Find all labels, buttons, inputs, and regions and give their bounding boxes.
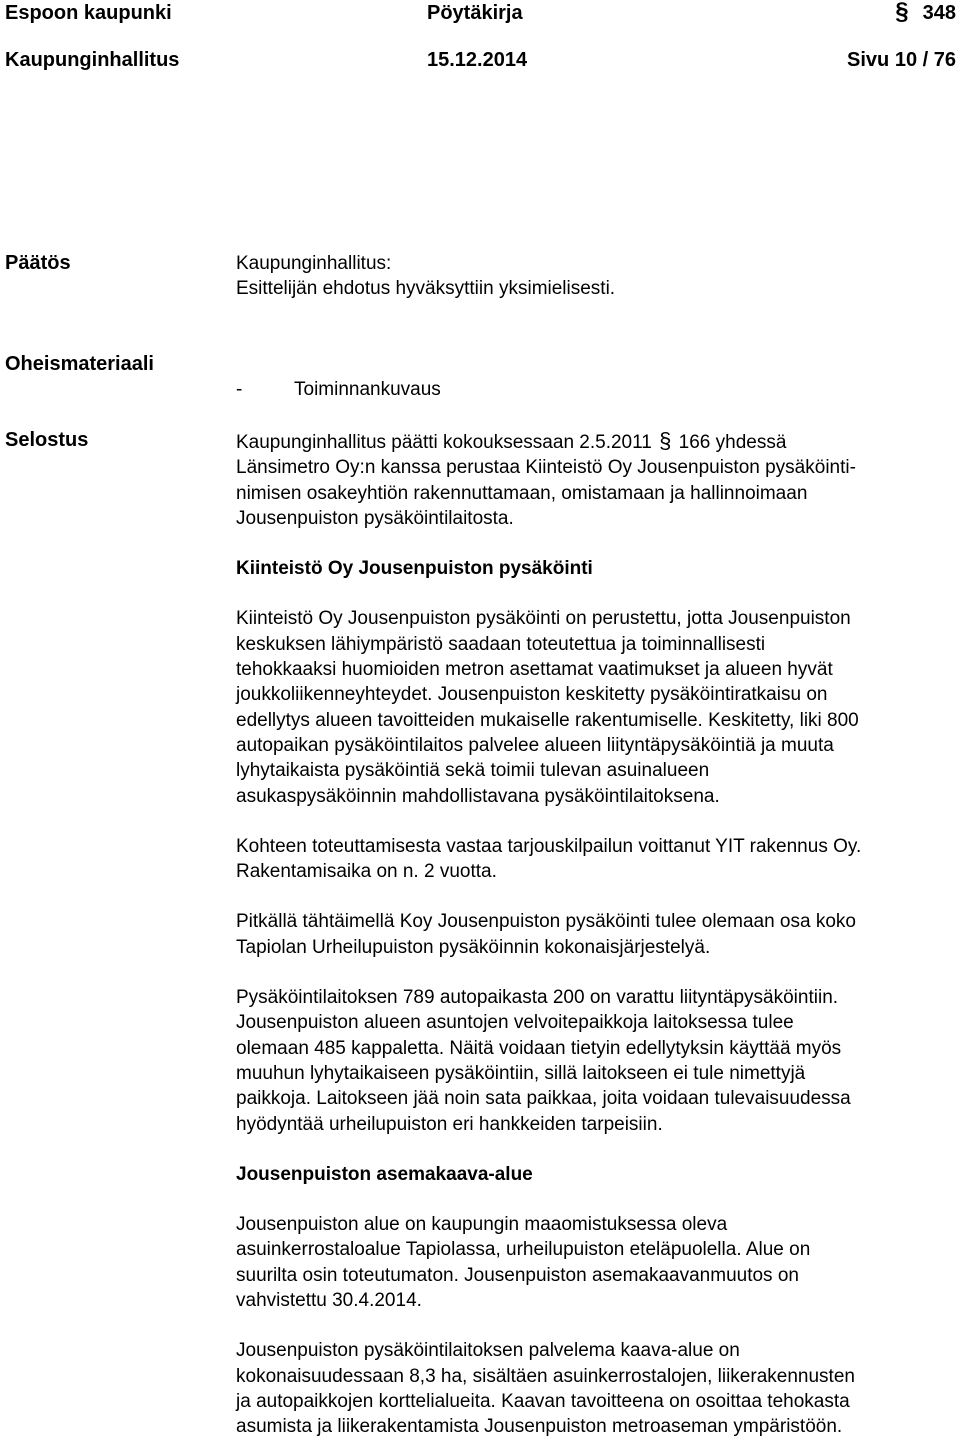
header-date: 15.12.2014 <box>427 49 528 71</box>
selostus-content <box>236 428 960 1440</box>
paragraph-line: ja autopaikkojen korttelialueita. Kaavan tavoitteena on osoittaa tehokasta <box>236 1390 850 1412</box>
intro-text: Kaupunginhallitus päätti kokouksessaan 2.5.2011 <box>236 432 652 453</box>
list-item-text: Toiminnankuvaus <box>294 379 441 400</box>
section-heading: Kiinteistö Oy Jousenpuiston pysäköinti <box>236 558 593 580</box>
paragraph-line: edellytys alueen tavoitteiden mukaiselle rakentumiselle. Keskitetty, liki 800 <box>236 709 859 731</box>
section-symbol: § <box>895 0 909 25</box>
paragraph-line: suurilta osin toteutumaton. Jousenpuiston asemakaavanmuutos on <box>236 1264 799 1286</box>
paragraph-line: asumista ja liikerakentamista Jousenpuiston metroaseman ympäristöön. <box>236 1416 843 1438</box>
paragraph-line: asukaspysäköinnin mahdollistavana pysäköintilaitoksena. <box>236 785 720 807</box>
paragraph-line: autopaikan pysäköintilaitos palvelee alueen liityntäpysäköintiä ja muuta <box>236 734 834 756</box>
header-doc-type: Pöytäkirja <box>427 2 523 24</box>
intro-line: nimisen osakeyhtiön rakennuttamaan, omistamaan ja hallinnoimaan <box>236 482 808 504</box>
intro-line: Länsimetro Oy:n kanssa perustaa Kiinteistö Oy Jousenpuiston pysäköinti- <box>236 457 856 479</box>
section-heading: Jousenpuiston asemakaava-alue <box>236 1163 533 1185</box>
paragraph-line: asuinkerrostaloalue Tapiolassa, urheilupuiston eteläpuolella. Alue on <box>236 1239 811 1261</box>
paragraph-line: olemaan 485 kappaletta. Näitä voidaan tietyin edellytyksin käyttää myös <box>236 1037 842 1059</box>
paatos-line: Kaupunginhallitus: <box>236 253 392 274</box>
paragraph <box>236 1338 960 1439</box>
paragraph-line: vahvistettu 30.4.2014. <box>236 1290 422 1312</box>
oheismateriaali-label: Oheismateriaali <box>5 353 154 375</box>
paragraph <box>236 909 960 960</box>
paragraph-line: lyhytaikaista pysäköintiä sekä toimii tulevan asuinalueen <box>236 760 710 782</box>
paragraph-line: Rakentamisaika on n. 2 vuotta. <box>236 861 497 883</box>
paragraph-line: Kohteen toteuttamisesta vastaa tarjouskilpailun voittanut YIT rakennus Oy. <box>236 835 862 857</box>
paragraph-line: Pysäköintilaitoksen 789 autopaikasta 200 on varattu liityntäpysäköintiin. <box>236 987 839 1009</box>
paatos-line: Esittelijän ehdotus hyväksyttiin yksimielisesti. <box>236 278 616 300</box>
oheismateriaali-list <box>236 377 960 402</box>
paragraph-line: paikkoja. Laitokseen jää noin sata paikkaa, joita voidaan tulevaisuudessa <box>236 1088 851 1110</box>
paragraph-line: Pitkällä tähtäimellä Koy Jousenpuiston pysäköinti tulee olemaan osa koko <box>236 911 856 933</box>
paragraph-line: tehokkaaksi huomioiden metron asettamat vaatimukset ja alueen hyvät <box>236 659 833 681</box>
paragraph <box>236 606 960 808</box>
intro-line: Jousenpuiston pysäköintilaitosta. <box>236 507 514 529</box>
selostus-label: Selostus <box>5 429 89 451</box>
paragraph-line: Jousenpuiston alueen asuntojen velvoitepaikkoja laitoksessa tulee <box>236 1012 794 1034</box>
header-body: Kaupunginhallitus <box>5 49 180 71</box>
paragraph <box>236 985 960 1137</box>
list-item <box>236 377 960 402</box>
header-section <box>895 0 956 25</box>
header-org: Espoon kaupunki <box>5 2 172 24</box>
paragraph-line: keskuksen lähiympäristö saadaan toteutettua ja toiminnallisesti <box>236 633 766 655</box>
paragraph-line: kokonaisuudessaan 8,3 ha, sisältäen asuinkerrostalojen, liikerakennusten <box>236 1365 855 1387</box>
intro-line <box>236 428 960 455</box>
intro-text: 166 yhdessä <box>678 432 787 453</box>
header-page: Sivu 10 / 76 <box>847 49 956 71</box>
section-number: 348 <box>922 2 956 24</box>
paragraph-line: Jousenpuiston alue on kaupungin maaomistuksessa oleva <box>236 1214 728 1236</box>
paatos-label: Päätös <box>5 252 71 274</box>
paragraph-line: joukkoliikenneyhteydet. Jousenpuiston keskitetty pysäköintiratkaisu on <box>236 684 828 706</box>
paragraph-line: muuhun lyhytaikaiseen pysäköintiin, sillä laitokseen ei tule nimettyjä <box>236 1062 806 1084</box>
section-symbol-inline: § <box>659 428 672 453</box>
paragraph <box>236 1212 960 1313</box>
list-dash: - <box>236 379 243 400</box>
paragraph-line: Jousenpuiston pysäköintilaitoksen palvelema kaava-alue on <box>236 1340 740 1362</box>
paragraph-line: Kiinteistö Oy Jousenpuiston pysäköinti on perustettu, jotta Jousenpuiston <box>236 608 851 630</box>
paragraph <box>236 834 960 885</box>
paragraph-line: hyödyntää urheilupuiston eri hankkeiden tarpeisiin. <box>236 1113 663 1135</box>
paragraph-line: Tapiolan Urheilupuiston pysäköinnin kokonaisjärjestelyä. <box>236 936 711 958</box>
paatos-content <box>236 251 960 302</box>
